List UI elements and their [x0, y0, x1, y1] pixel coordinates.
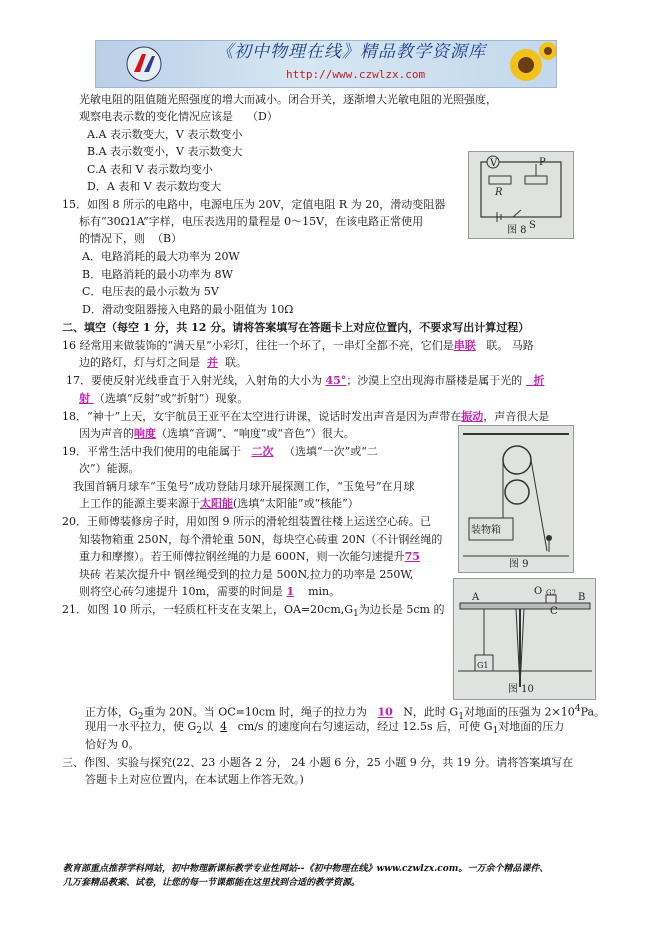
section-3-heading-2: 答题卡上对应位置内，在本试题上作答无效。) [85, 773, 304, 786]
q20-answer-1: 75 [404, 550, 420, 563]
fig10-label-b: B [578, 592, 586, 603]
q20-text-4: 块砖 若某次提升中 钢丝绳受到的拉力是 500N,拉力的功率是 250W, [79, 568, 414, 581]
figure-8-circuit [468, 151, 574, 239]
q17-text-1: 17．要使反射光线垂直于入射光线，入射角的大小为 45°；沙漠上空出现海市蜃楼是属于光的 折 [66, 374, 545, 387]
q15-option-c: C．电压表的最小示数为 5V [82, 285, 219, 298]
fig10-label-o: O [534, 586, 543, 597]
q20-text-3: 重力和摩擦）。若王师傅拉钢丝绳的力是 600N，则一次能匀速提升75 [79, 550, 420, 563]
q18-answer-2: 响度 [134, 427, 156, 440]
q20-answer-2: 1 [286, 585, 295, 598]
fig10-label-g2: G2 [546, 589, 557, 597]
q16-text-1: 16 经常用来做装饰的“满天星”小彩灯，往往一个坏了，一串灯全都不亮，它们是串联 联。 马路 [62, 339, 534, 352]
q21-text-4: 恰好为 0。 [85, 738, 140, 751]
q14-option-b: B.A 表示数变小，V 表示数变大 [87, 145, 243, 158]
q14-option-a: A.A 表示数变大，V 表示数变小 [87, 128, 243, 141]
fig9-caption: 图 9 [509, 559, 529, 570]
fig8-label-s: S [529, 220, 536, 231]
footer-line-2: 几万套精品教案、试卷，让您的每一节课都能在这里找到合适的教学资源。 [63, 878, 361, 888]
sunflower-icon [496, 41, 556, 87]
fig8-label-p: P [539, 157, 546, 168]
q16-answer-2: 并 [207, 356, 218, 369]
q18-text-1: 18．“神十”上天，女宇航员王亚平在太空进行讲课，说话时发出声音是因为声带在振动，声音很大是 [62, 410, 550, 423]
q21-text-1: 21．如图 10 所示，一轻质杠杆支在支架上，$OA=20cm,G_1$为边长是 5cm 的 [62, 603, 445, 620]
q17-answer-1: 45° [325, 374, 347, 387]
pulley-diagram [459, 426, 573, 572]
q14-option-c: C.A 表和 V 表示数均变小 [87, 163, 213, 176]
q21-text-3: 现用一水平拉力，使 $G_2$以 4 cm/s 的速度向右匀速运动，经过 12.5s 后，可使 $G_1$对地面的压力 [85, 720, 565, 737]
q20-text-2: 知装物箱重 250N，每个滑轮重 50N，每块空心砖重 20N（不计钢丝绳的 [79, 533, 443, 546]
q18-text-2: 因为声音的响度（选填“音调”、“响度”或“音色”）很大。 [79, 427, 355, 440]
q14-answer: （D） [247, 110, 278, 123]
q15-option-b: B．电路消耗的最小功率为 8W [82, 268, 233, 281]
q14-option-d: D．A 表和 V 表示数均变大 [87, 180, 222, 193]
q20-text-1: 20．王师傅装修房子时，用如图 9 所示的滑轮组装置往楼上运送空心砖。已 [62, 515, 431, 528]
q15-text-1: 15．如图 8 所示的电路中，电源电压为 20V，定值电阻 R 为 20，滑动变阻器 [62, 198, 446, 211]
site-banner [95, 40, 557, 88]
section-2-heading: 二、填空（每空 1 分，共 12 分。请将答案填写在答题卡上对应位置内，不要求写出计算过程） [62, 321, 530, 334]
fig10-caption: 图 10 [508, 684, 534, 695]
q19-text-4: 上工作的能源主要来源于太阳能(选填“太阳能”或“核能”） [79, 497, 359, 510]
q15-option-a: A．电路消耗的最大功率为 20W [82, 250, 240, 263]
fig8-caption: 图 8 [507, 225, 527, 236]
fig10-label-c: C [550, 606, 558, 617]
q15-text-3: 的情况下，则 （B） [79, 232, 183, 245]
banner-url: http://www.czwlzx.com [286, 68, 426, 81]
site-logo-icon [124, 44, 164, 84]
q19-text-1: 19．平常生活中我们使用的电能属于 二次 （选填“一次”或“二 [62, 445, 378, 458]
q18-answer-1: 振动 [461, 410, 484, 423]
q17-text-2: 射 （选填“反射”或“折射”）现象。 [79, 392, 249, 405]
q17-answer-2b: 射 [79, 392, 94, 405]
figure-9-pulley [458, 425, 574, 573]
fig8-label-r: R [495, 187, 503, 198]
q14-text-2: 观察电表示数的变化情况应该是 （D） [79, 110, 278, 123]
q20-text-5: 则将空心砖匀速提升 10m，需要的时间是 1 min。 [79, 585, 341, 598]
q16-text-2: 边的路灯，灯与灯之间是 并 联。 [79, 356, 247, 369]
q17-answer-2a: 折 [525, 374, 545, 387]
figure-10-lever [453, 578, 596, 700]
fig9-box-label: 装物箱 [471, 525, 501, 536]
q16-answer-1: 串联 [453, 339, 476, 352]
banner-title: 《初中物理在线》精品教学资源库 [216, 42, 486, 62]
q15-option-d: D．滑动变阻器接入电路的最小阻值为 10Ω [82, 303, 294, 316]
q21-answer-1: 10 [377, 705, 393, 719]
q15-text-2: 标有“30Ω1A”字样，电压表选用的量程是 0～15V，在该电路正常使用 [79, 215, 424, 228]
section-3-heading-1: 三、作图、实验与探究(22、23 小题各 2 分， 24 小题 6 分，25 小题 9 分，共 19 分。请将答案填写在 [62, 756, 574, 769]
q19-answer-2: 太阳能 [200, 497, 233, 510]
fig10-label-g1: G1 [477, 661, 489, 670]
q19-text-2: 次”）能源。 [79, 462, 140, 475]
q14-text-1: 光敏电阻的阻值随光照强度的增大而减小。闭合开关，逐渐增大光敏电阻的光照强度， [79, 93, 497, 106]
q19-text-3: 我国首辆月球车“玉兔号”成功登陆月球开展探测工作，“玉兔号”在月球 [73, 480, 415, 493]
q21-text-2: 正方体，$G_2$重为 20N。当 OC=10cm 时，绳子的拉力为 10 N，此时 $G_1$对地面的压强为 $2\times 10^4Pa$。 [85, 703, 606, 722]
page-footer [63, 862, 548, 890]
footer-line-1: 教育部重点推荐学科网站，初中物理新课标教学专业性网站--《初中物理在线》www.czwlzx.com。一万余个精品课件、 [63, 864, 549, 874]
fig8-label-v: V [490, 158, 498, 169]
q21-answer-2: 4 [220, 720, 228, 733]
fig10-label-a: A [472, 592, 480, 603]
q15-answer: （B） [152, 232, 183, 245]
q19-answer-1: 二次 [251, 445, 274, 458]
